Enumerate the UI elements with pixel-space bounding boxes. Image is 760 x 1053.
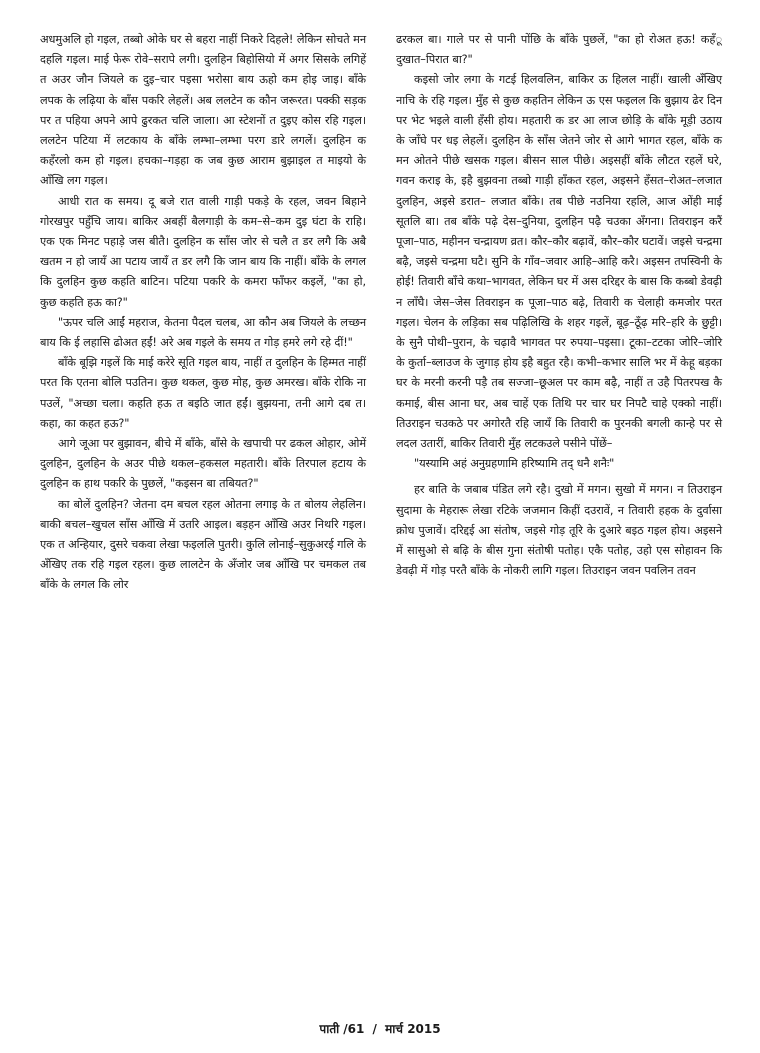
- paragraph: कइसो जोर लगा के गटई हिलवलिन, बाकिर ऊ हिलल नाहीं। खाली अँखिए नाचि के रहि गइल। मुँह से कुछ कहतिन लेकिन ऊ एस फइलल कि बुझाय ढेर दिन पर भेट भइले वाली हँसी होय। महतारी क डर आ लाज छोड़ि के बाँके मूड़ी उठाय के जाँघे पर धइ लेहलें। दुलहिन के साँस जेतने जोर से आगे भागत रहल, बाँके क मन ओतने पीछे खसक गइल। बीसन साल पीछे। अइसहीं बाँके लौटत रहलें घरे, गवन कराइ के, इहै बुझवना तब्बो गाड़ी हाँकत रहल, अइसने हँसत–रोअत–लजात दुलहिन, अइसे डरात– लजात बाँके। तब पीछे नउनिया रहलि, आज ओंही माई सूतलि बा। तब बाँके पढ़े देस–दुनिया, दुलहिन पढ़ै चउका अँगना। तिवराइन करैं पूजा–पाठ, महीनन चन्द्रायण व्रत। कौर–कौर बढ़ावें, कौर–कौर घटावें। जइसे चन्द्रमा बढ़ै, जइसे चन्द्रमा घटै। सुनि के गाँव–जवार आहि–आहि करै। अइसन तपस्विनी के होई! तिवारी बाँचे कथा–भागवत, लेकिन घर में अस दरिद्दर के बास कि कब्बो डेवढ़ी न लाँघै। जेस–जेस तिवराइन क पूजा–पाठ बढ़े, तिवारी क चेलाही कमजोर परत गइल। चेलन के लड़िका सब पढ़िलिखि के शहर गइलें, बूढ़–ठूँढ़ मरि–हरि के छुट्टी। के सुनै पोथी–पुरान, के चढ़ावै भागवत पर रुपया–पइसा। टूका–टटका जोरि–जोरि के कुर्ता–ब्लाउज के जुगाड़ होय इहै बहुत रहै। कभी–कभार सालि भर में केहू बड़का घर के मरनी करनी पड़ै तब सज्जा–छूअल पर काम बढ़ै, नाहीं त उहै पितरपख कै कमाई, बीस आना घर, अब चाहें एक तिथि पर चार घर निपटै चाहे एक्को नाहीं। तिउराइन चउकठे पर अगोरतै रहि जायँ कि तिवारी क पुरनकी बगली कान्हे पर से लदल उतारीं, बाकिर तिवारी मुँह लटकउले पसीने पोंछें–: [396, 73, 722, 451]
- page-footer: [0, 1020, 760, 1037]
- paragraph: आगे जूआ पर बुझावन, बीचे में बाँके, बाँसे के खपाची पर ढकल ओहार, ओमें दुलहिन, दुलहिन के अउर पीछे थकल–हकसल महतारी। बाँके तिरपाल हटाय के दुलहिन क हाथ पकरि के पुछलें, "कइसन बा तबियत?": [40, 437, 366, 491]
- paragraph: आधी रात क समय। दू बजे रात वाली गाड़ी पकड़े के रहल, जवन बिहाने गोरखपुर पहुँचि जाय। बाकिर अबहीं बैलगाड़ी के कम–से–कम दुइ घंटा के राहि। एक एक मिनट पहाड़े जस बीतै। दुलहिन क साँस जोर से चलै त डर लगै कि अबै खतम न हो जायँ आ पटाय जायँ त डर लगै कि जान बाय कि नाहीं। बाँके के लगल कि दुलहिन कुछ कहति बाटिन। पटिया पकरि के कमरा फाँफर कइलें, "का हो, कुछ कहति हऊ का?": [40, 194, 366, 309]
- left-column: [40, 30, 366, 596]
- paragraph: ढरकल बा। गाले पर से पानी पोंछि के बाँके पुछलें, "का हो रोअत हऊ! कहँू दुखात–पिरात बा?": [396, 33, 722, 67]
- paragraph: "ऊपर चलि आईं महराज, केतना पैदल चलब, आ कौन अब जियले के लच्छन बाय कि ई लहासि ढोअत हईं! अरे अब गइले के समय त गोड़ हमरे लगे रहे दीं!": [40, 315, 366, 350]
- right-column: [396, 30, 722, 581]
- paragraph: अधमुअलि हो गइल, तब्बो ओके घर से बहरा नाहीं निकरे दिहले! लेकिन सोचते मन दहलि गइल। माई फेरू रोवे–सरापे लगी। दुलहिन बिहोसियो में अगर सिसके लगिहें त अउर जौन जियले क दुइ–चार पइसा भरोसा बाय ऊहो कम होइ जाइ। बाँके लपक के लढ़िया के बाँस पकरि लेहलें। अब ललटेन क कौन जरूरत। पक्की सड़क पर त पहिया अपने आपे ढुरकत चलि जाला। आ स्टेशनों त दुइए कोस रहि गइल। ललटेन पटिया में लटकाय के बाँके लम्भा–लम्भा परग डारे लगलें। दुलहिन क कहँरलो कम हो गइल। हचका–गड़हा क जब कुछ आराम बुझाइल त माइयो के आँखि लग गइल।: [40, 33, 366, 188]
- footer-separator: /: [372, 1022, 377, 1036]
- paragraph: का बोलें दुलहिन? जेतना दम बचल रहल ओतना लगाइ के त बोलय लेहलिन। बाकी बचल–खुचल साँस आँखि में उतरि आइल। बड़हन आँखि अउर निथरि गइल। एक त अन्हियार, दुसरे चकवा लेखा फइललि पुतरी। कुलि लोनाई–सुकुअरई गलि के अँखिए तक रहि गइल रहल। कुछ लालटेन के अँजोर जब आँखि पर चमकल तब बाँके के लगल कि लोर: [40, 497, 366, 592]
- paragraph: बाँके बूझि गइलें कि माई करेरे सूति गइल बाय, नाहीं त दुलहिन के हिम्मत नाहीं परत कि एतना बोलि पउतिन। कुछ थकल, कुछ मोह, कुछ अमरख। बाँके रोकि ना पउलें, "अच्छा चला। कहति हऊ त बइठि जात हईं। बुझयना, तनी आगे दब त। कहा, का कहत हऊ?": [40, 356, 366, 430]
- paragraph: हर बाति के जबाब पंडित लगे रहै। दुखो में मगन। सुखो में मगन। न तिउराइन सुदामा के मेहरारू लेखा रटिके जजमान किहीं दउरावें, न तिवारी हहक के दुर्वासा क्रोध पुजावें। दरिद्दई आ संतोष, जइसे गोड़ तूरि के दुआरे बइठ गइल होय। अइसने में सासुओ से बढ़ि के बीस गुना संतोषी पतोह। एकै पतोह, उहो एस सोहावन कि डेवढ़ी में गोड़ परतै बाँके के नोकरी लागि गइल। तिउराइन जवन पवलिन तवन: [396, 483, 722, 578]
- journal-name: पाती: [319, 1022, 340, 1036]
- issue-date: मार्च 2015: [385, 1022, 441, 1036]
- verse-quote: "यस्यामि अहं अनुग्रहणामि हरिष्यामि तद् धनै शनैः": [414, 457, 615, 471]
- page-number: /61: [343, 1022, 365, 1036]
